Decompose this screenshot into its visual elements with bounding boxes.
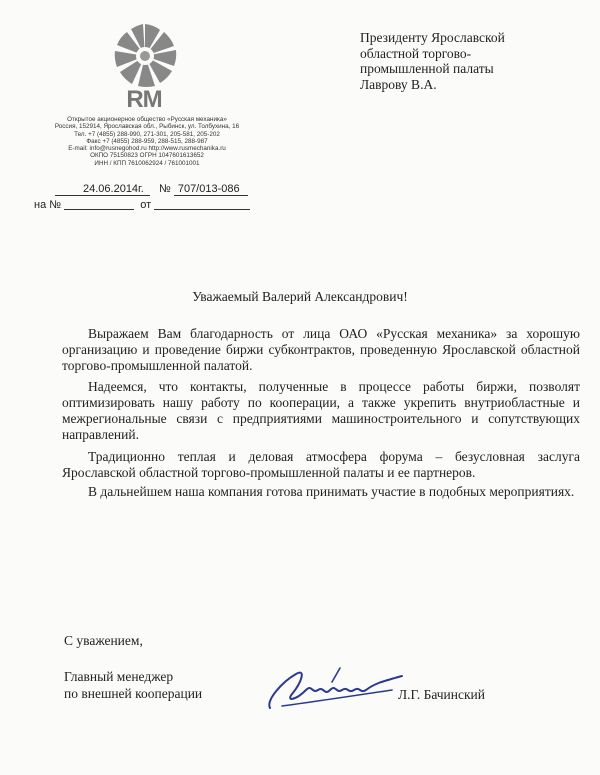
- position-line: по внешней кооперации: [64, 686, 203, 701]
- paragraph-text: Надеемся, что контакты, полученные в процессе работы биржи, позволят оптимизировать нашу работу по кооперации, а также укрепить внутриобластные и межрегиональные связи с предприятиями машиностроительного и сопутствующих направлений.: [62, 379, 580, 442]
- letter-date: 24.06.2014г.: [55, 183, 150, 196]
- on-number-blank: [64, 199, 134, 210]
- company-requisites: [22, 116, 272, 167]
- addressee-line: промышленной палаты: [360, 61, 494, 76]
- company-line: ИНН / КПП 7610062924 / 761001001: [94, 159, 200, 167]
- company-line: ОКПО 75150823 ОГРН 1047601613652: [90, 152, 204, 160]
- incoming-reference: [34, 199, 250, 211]
- addressee-block: [360, 30, 560, 92]
- closing-regards: С уважением,: [64, 633, 143, 648]
- body-paragraph: [62, 449, 580, 481]
- addressee-line: областной торгово-: [360, 45, 472, 61]
- salutation: Уважаемый Валерий Александрович!: [192, 289, 408, 304]
- paragraph-text: В дальнейшем наша компания готова принимать участие в подобных мероприятиях.: [88, 484, 575, 499]
- company-line: Открытое акционерное общество «Русская механика»: [67, 116, 227, 123]
- body-paragraph: [62, 484, 580, 500]
- body-paragraph: [62, 326, 580, 374]
- from-label: от: [140, 199, 152, 211]
- company-line: Факс +7 (4855) 288-959, 288-515, 288-987: [86, 137, 208, 145]
- position-line: Главный менеджер: [64, 669, 174, 684]
- logo-text: RM: [126, 86, 162, 113]
- signer-position: [64, 668, 202, 702]
- company-line: Тел. +7 (4855) 288-990, 271-301, 205-581, 205-202: [74, 130, 220, 138]
- paragraph-text: Традиционно теплая и деловая атмосфера форума – безусловная заслуга Ярославской областной торгово-промышленной палаты и ее партнеров.: [62, 449, 580, 480]
- handwritten-signature: [262, 660, 412, 720]
- logo-emblem-icon: [110, 22, 180, 90]
- letter-number: 707/013-086: [174, 183, 248, 196]
- on-number-label: на №: [34, 199, 62, 211]
- addressee-line: Лаврову В.А.: [360, 76, 437, 92]
- outgoing-reference: [55, 183, 248, 196]
- number-label: №: [158, 183, 171, 195]
- signer-name: Л.Г. Бачинский: [398, 687, 486, 702]
- company-line: E-mail: info@rusnegohod.ru http://www.rusmechanika.ru: [68, 145, 226, 153]
- addressee-line: Президенту Ярославской: [360, 30, 505, 45]
- paragraph-text: Выражаем Вам благодарность от лица ОАО «Русская механика» за хорошую организацию и проведение биржи субконтрактов, проведенную Ярославской областной торгово-промышленной палатой.: [62, 326, 580, 373]
- from-date-blank: [154, 199, 250, 210]
- body-paragraph: [62, 379, 580, 443]
- company-line: Россия, 152914, Ярославская обл., Рыбинск, ул. Толбухина, 16: [54, 123, 240, 131]
